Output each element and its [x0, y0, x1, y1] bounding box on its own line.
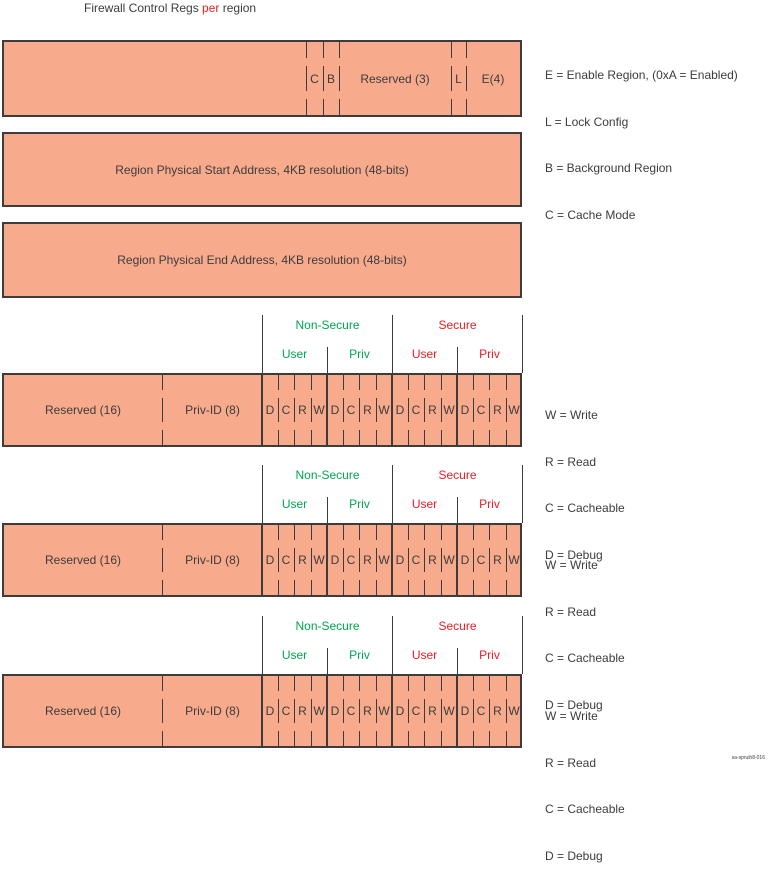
secure-priv-perms: [457, 525, 522, 595]
field-reserved16: Reserved (16): [44, 403, 122, 417]
bit-read: R: [428, 704, 437, 718]
non-secure-header: Non-Secure: [295, 618, 360, 633]
bit-write: W: [508, 553, 520, 567]
bit-cacheable: C: [411, 403, 421, 417]
legend-line-cacheable: C = Cacheable: [545, 651, 625, 665]
bit-read: R: [298, 403, 307, 417]
permission-register-box: [2, 523, 522, 597]
field-priv-id: Priv-ID (8): [185, 403, 240, 417]
bit-debug: D: [395, 403, 405, 417]
bit-read: R: [363, 704, 372, 718]
bit-write: W: [443, 403, 455, 417]
non-secure-priv-header: Priv: [349, 346, 370, 361]
secure-header: Secure: [438, 618, 477, 633]
bit-debug: D: [265, 704, 275, 718]
control-register-box: [2, 40, 522, 117]
bit-write: W: [378, 403, 390, 417]
bit-cacheable: C: [281, 704, 291, 718]
legend-line-debug: D = Debug: [545, 547, 603, 562]
bit-read: R: [363, 553, 372, 567]
bit-read: R: [428, 553, 437, 567]
bit-debug: D: [330, 704, 340, 718]
legend-line-read: R = Read: [545, 604, 597, 619]
non-secure-user-perms: [262, 676, 327, 746]
permission-legend: [545, 678, 625, 895]
secure-priv-perms: [457, 676, 522, 746]
bit-cacheable: C: [476, 403, 486, 417]
bit-debug: D: [330, 403, 340, 417]
secure-priv-header: Priv: [479, 496, 500, 511]
bit-write: W: [508, 403, 520, 417]
field-reserved16: Reserved (16): [44, 553, 122, 567]
legend-line-write: W = Write: [545, 408, 598, 422]
bit-debug: D: [330, 553, 340, 567]
diagram-title: [84, 1, 256, 15]
bit-debug: D: [395, 704, 405, 718]
bit-cacheable: C: [346, 704, 356, 718]
start-address-box: [2, 132, 522, 207]
bit-cacheable: C: [281, 403, 291, 417]
title-highlight-per: per: [202, 1, 220, 15]
bit-read: R: [493, 553, 502, 567]
bit-debug: D: [265, 403, 275, 417]
secure-user-perms: [392, 375, 457, 445]
legend-line-debug: D = Debug: [545, 848, 603, 863]
legend-line-lock: L = Lock Config: [545, 114, 629, 129]
bit-cacheable: C: [476, 553, 486, 567]
title-prefix: Firewall Control Regs: [84, 1, 203, 15]
bit-write: W: [313, 553, 325, 567]
bit-debug: D: [395, 553, 405, 567]
bit-write: W: [378, 704, 390, 718]
field-priv-id: Priv-ID (8): [185, 704, 240, 718]
bit-cacheable: C: [476, 704, 486, 718]
field-priv-id: Priv-ID (8): [185, 553, 240, 567]
non-secure-priv-perms: [327, 525, 392, 595]
bit-debug: D: [460, 553, 470, 567]
secure-priv-header: Priv: [479, 647, 500, 662]
bit-cacheable: C: [346, 553, 356, 567]
bit-read: R: [298, 553, 307, 567]
field-lock: L: [455, 71, 462, 86]
bit-cacheable: C: [411, 553, 421, 567]
non-secure-priv-header: Priv: [349, 647, 370, 662]
bit-debug: D: [460, 403, 470, 417]
bit-write: W: [443, 553, 455, 567]
legend-line-write: W = Write: [545, 558, 598, 572]
secure-user-header: User: [411, 346, 438, 361]
legend-line-background: B = Background Region: [545, 161, 673, 175]
secure-priv-perms: [457, 375, 522, 445]
permission-block: [2, 315, 774, 562]
field-background: B: [326, 71, 335, 86]
non-secure-header: Non-Secure: [295, 317, 360, 332]
permission-register-box: [2, 674, 522, 748]
end-address-label: Region Physical End Address, 4KB resolution (48-bits): [117, 253, 407, 267]
legend-line-debug: D = Debug: [545, 697, 603, 712]
non-secure-priv-header: Priv: [349, 496, 370, 511]
non-secure-user-header: User: [281, 496, 308, 511]
bit-write: W: [378, 553, 390, 567]
permission-register-box: [2, 373, 522, 447]
figure-id: sa-spruih8-016: [731, 755, 765, 761]
non-secure-user-header: User: [281, 346, 308, 361]
field-reserved3: Reserved (3): [360, 71, 430, 86]
legend-line-cacheable: C = Cacheable: [545, 802, 625, 816]
bit-read: R: [493, 403, 502, 417]
secure-user-header: User: [411, 496, 438, 511]
start-address-label: Region Physical Start Address, 4KB resolution (48-bits): [115, 162, 409, 177]
bit-write: W: [313, 704, 325, 718]
non-secure-header: Non-Secure: [295, 467, 360, 482]
bit-cacheable: C: [346, 403, 356, 417]
non-secure-priv-perms: [327, 375, 392, 445]
bit-debug: D: [265, 553, 275, 567]
secure-header: Secure: [438, 317, 477, 332]
legend-line-read: R = Read: [545, 755, 597, 770]
bit-write: W: [443, 704, 455, 718]
control-legend: [545, 37, 738, 254]
non-secure-user-header: User: [281, 647, 308, 662]
non-secure-user-perms: [262, 525, 327, 595]
non-secure-priv-perms: [327, 676, 392, 746]
bit-cacheable: C: [411, 704, 421, 718]
bit-cacheable: C: [281, 553, 291, 567]
bit-read: R: [298, 704, 307, 718]
legend-line-read: R = Read: [545, 454, 597, 469]
field-enable: E(4): [481, 71, 505, 86]
permission-block: [2, 465, 774, 712]
secure-user-perms: [392, 525, 457, 595]
legend-line-cacheable: C = Cacheable: [545, 501, 625, 515]
field-reserved16: Reserved (16): [44, 704, 122, 718]
secure-user-perms: [392, 676, 457, 746]
bit-read: R: [493, 704, 502, 718]
non-secure-user-perms: [262, 375, 327, 445]
legend-line-cache: C = Cache Mode: [545, 207, 636, 222]
legend-line-enable: E = Enable Region, (0xA = Enabled): [545, 68, 738, 82]
bit-debug: D: [460, 704, 470, 718]
bit-write: W: [508, 704, 520, 718]
secure-user-header: User: [411, 647, 438, 662]
bit-read: R: [428, 403, 437, 417]
title-suffix: region: [219, 1, 257, 15]
end-address-box: [2, 222, 522, 298]
bit-read: R: [363, 403, 372, 417]
secure-header: Secure: [438, 467, 477, 482]
secure-priv-header: Priv: [479, 346, 500, 361]
bit-write: W: [313, 403, 325, 417]
legend-line-write: W = Write: [545, 709, 598, 723]
field-cache-mode: C: [310, 71, 319, 86]
